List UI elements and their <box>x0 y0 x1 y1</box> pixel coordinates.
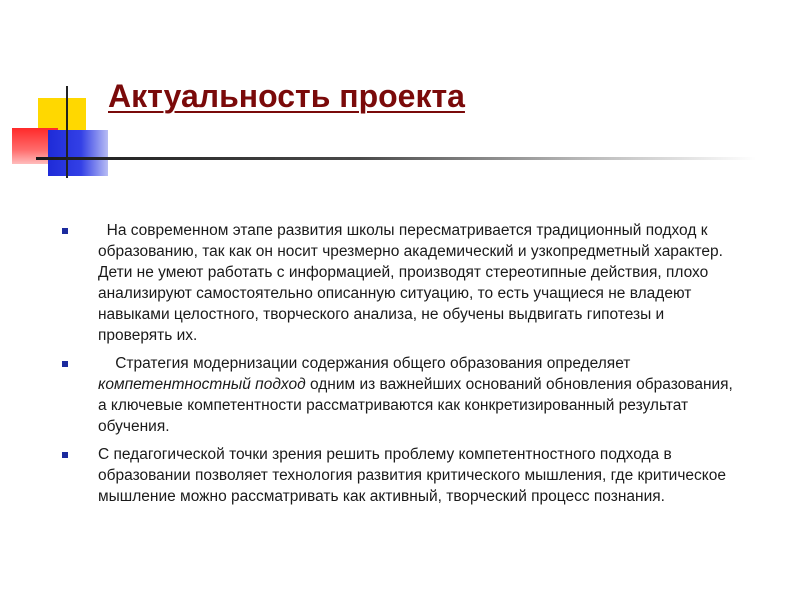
paragraph-2-lead: Стратегия модернизации содержания общего образования определяет <box>98 355 635 372</box>
paragraph-2-rest: одним из важнейших оснований обновления образования, а ключевые компетентности рассматриваются как конкретизированный результат обучения. <box>98 376 733 435</box>
title-divider <box>36 157 756 160</box>
bullet-square-icon <box>62 361 68 367</box>
blue-square-decoration <box>48 130 108 176</box>
list-item <box>56 220 736 346</box>
bullet-list <box>56 220 736 514</box>
list-item <box>56 444 736 507</box>
bullet-square-icon <box>62 452 68 458</box>
vertical-rule <box>66 86 68 178</box>
paragraph-3: С педагогической точки зрения решить проблему компетентностного подхода в образовании позволяет технология развития критического мышления, где критическое мышление можно рассматривать как активный, творческий процесс познания. <box>98 446 726 505</box>
paragraph-text <box>98 353 736 437</box>
bullet-square-icon <box>62 228 68 234</box>
paragraph-1: На современном этапе развития школы пересматривается традиционный подход к образованию, так как он носит чрезмерно академический и узкопредметный характер. Дети не умеют работать с информацией, производят стереотипные действия, плохо анализируют самостоятельно описанную ситуацию, то есть учащиеся не владеют навыками целостного, творческого анализа, не обучены выдвигать гипотезы и проверять их. <box>98 222 732 344</box>
slide-title: Актуальность проекта <box>108 78 465 114</box>
list-item <box>56 353 736 437</box>
emphasized-term: компетентностный подход <box>98 376 306 393</box>
paragraph-text <box>98 220 736 346</box>
paragraph-text <box>98 444 736 507</box>
